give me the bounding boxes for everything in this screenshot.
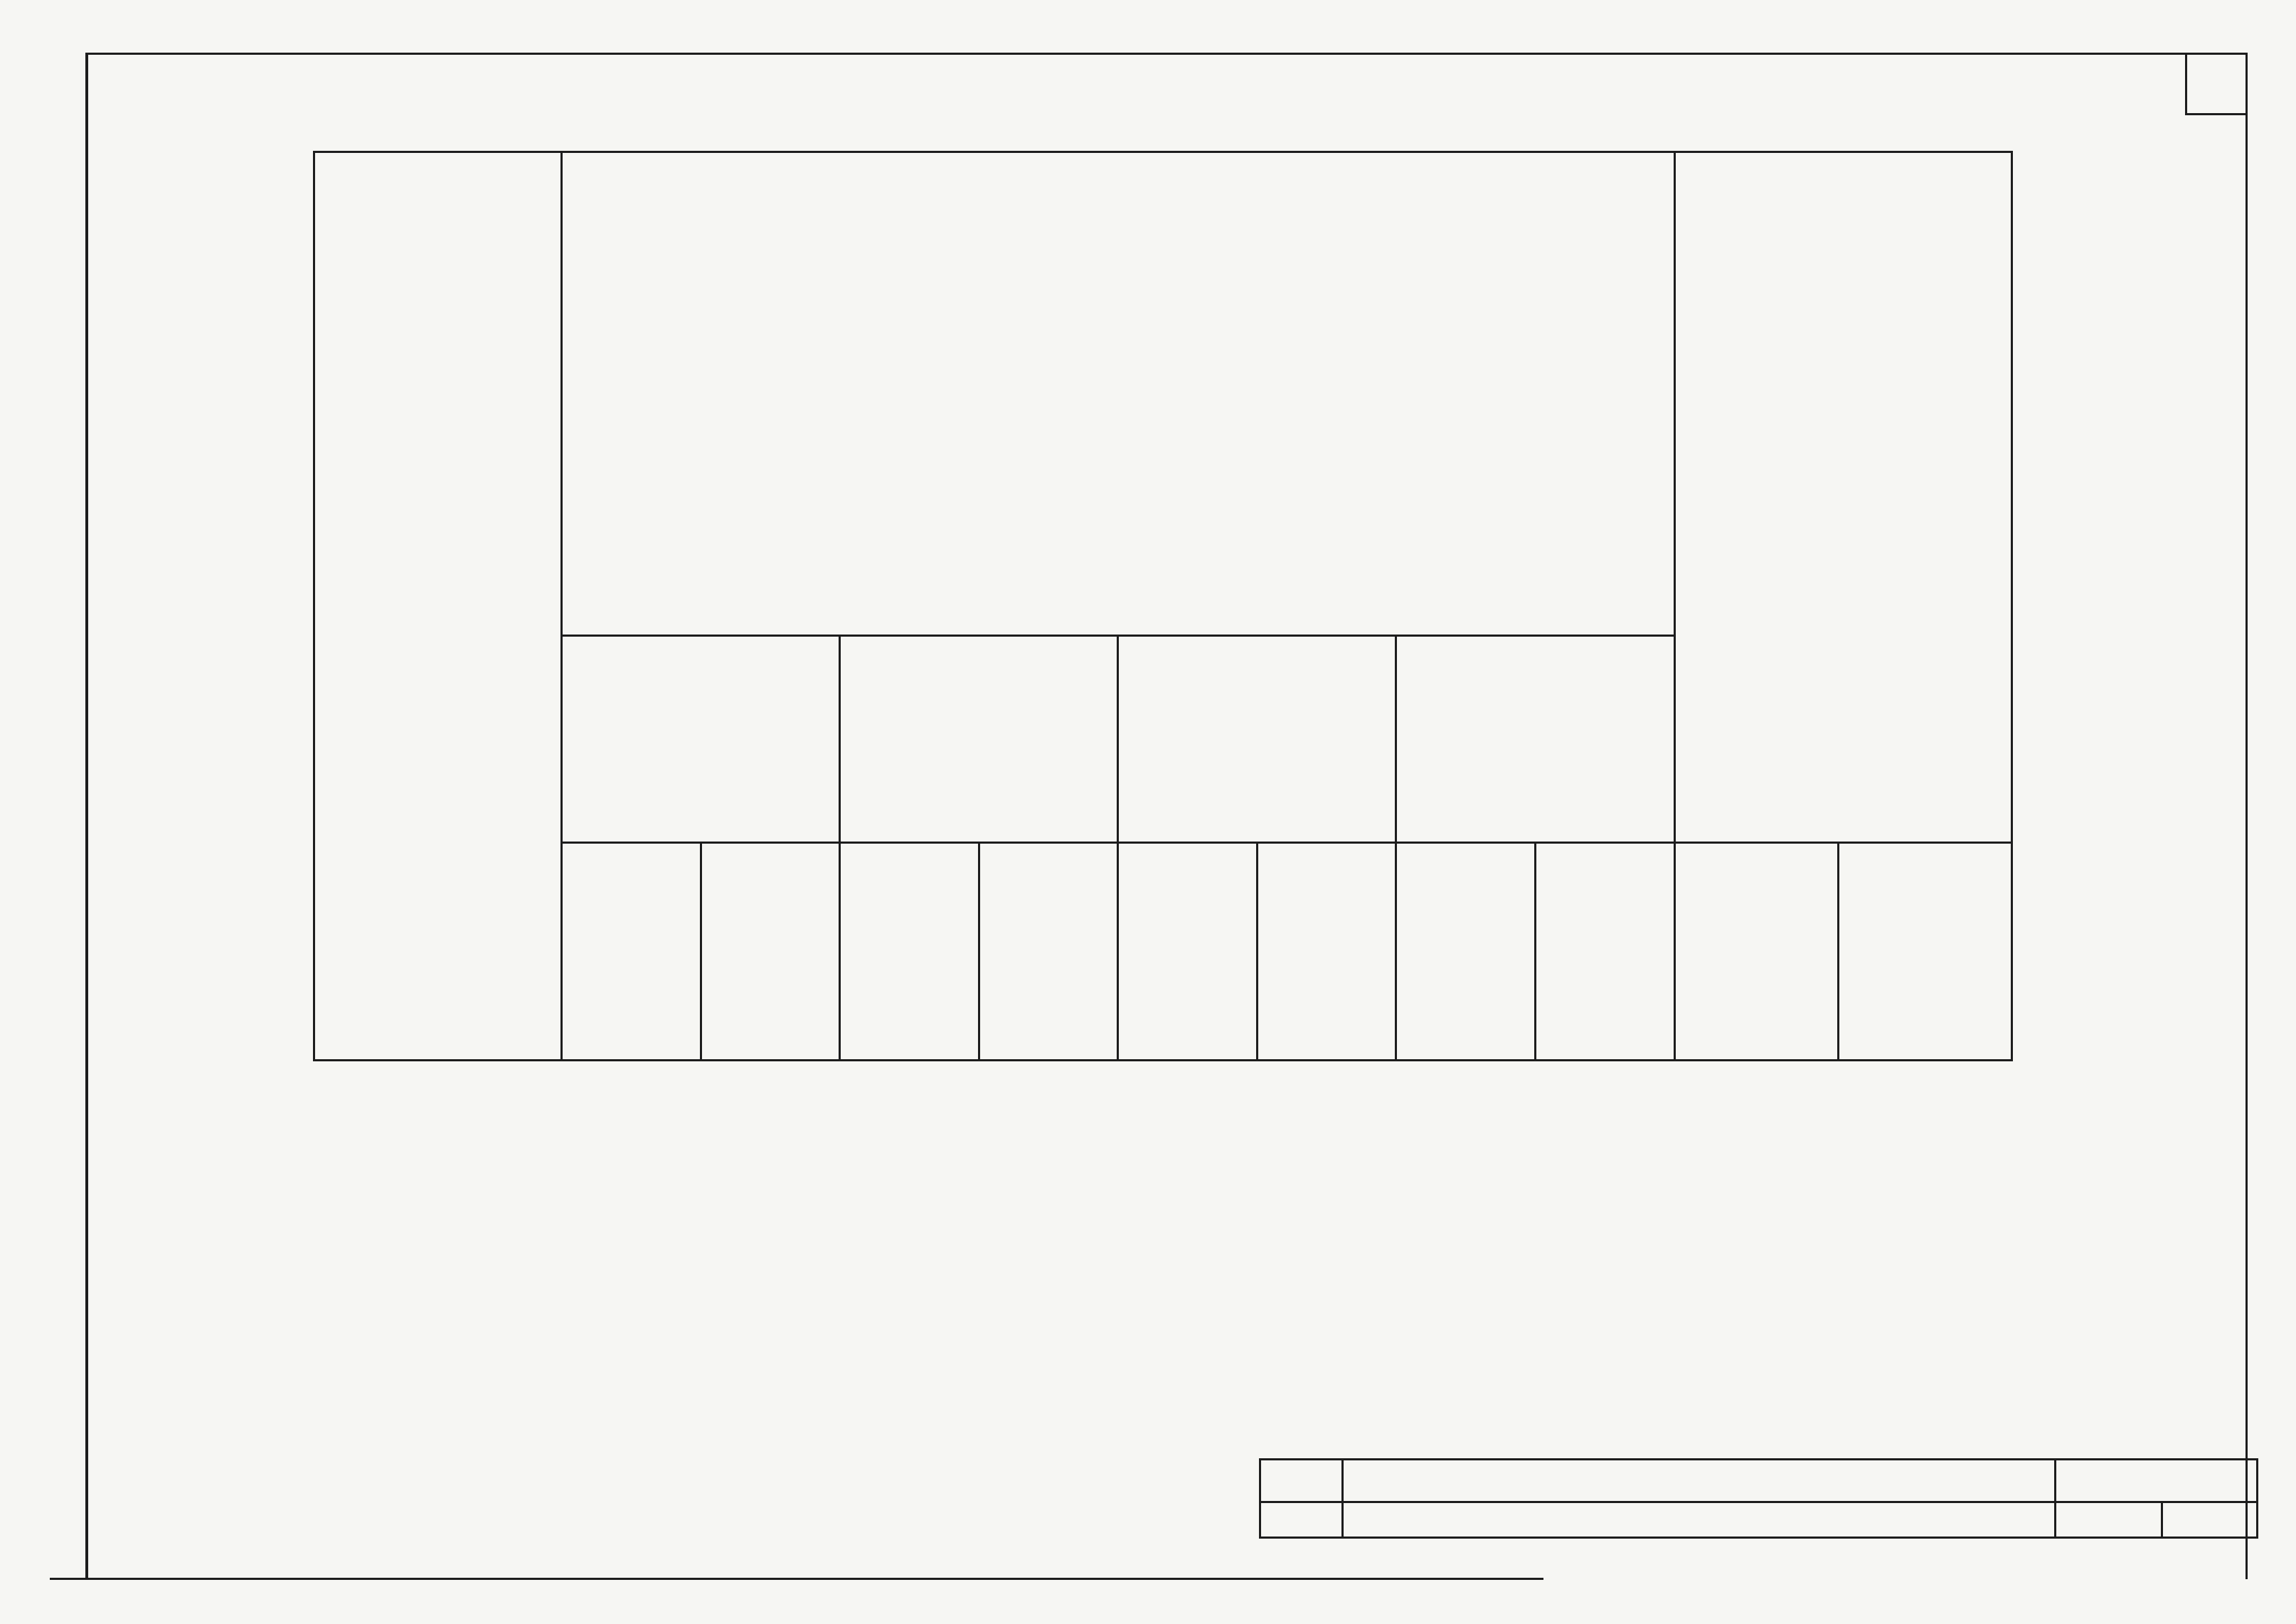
stamp-subtitle [1343, 1502, 2056, 1538]
age-header [840, 635, 1118, 842]
age-header [1396, 635, 1674, 842]
sub-header-load [840, 842, 979, 1060]
sub-header-load [1118, 842, 1258, 1060]
stamp-series [2056, 1460, 2258, 1502]
page-number [2185, 53, 2248, 115]
control-load-header [1674, 152, 2011, 843]
sub-header-deflection [701, 842, 840, 1060]
title-block [1259, 1458, 2258, 1539]
sub-header-load [562, 842, 701, 1060]
age-header [1118, 635, 1396, 842]
data-table [313, 151, 2013, 1061]
sub-header-deflection [979, 842, 1118, 1060]
sub-header-deflection [1535, 842, 1674, 1060]
main-header [562, 152, 1675, 636]
age-header [562, 635, 840, 842]
c-header [1839, 842, 2012, 1060]
mark-header [314, 152, 562, 1061]
stamp-tk [1260, 1460, 1343, 1502]
c-header [1674, 842, 1839, 1060]
stamp-title [1343, 1460, 2056, 1502]
stamp-sheet [2162, 1502, 2258, 1538]
sub-header-deflection [1257, 842, 1396, 1060]
sub-header-load [1396, 842, 1536, 1060]
frame-bottom-line [50, 1578, 1543, 1580]
stamp-issue [2056, 1502, 2162, 1538]
stamp-year [1260, 1502, 1343, 1538]
